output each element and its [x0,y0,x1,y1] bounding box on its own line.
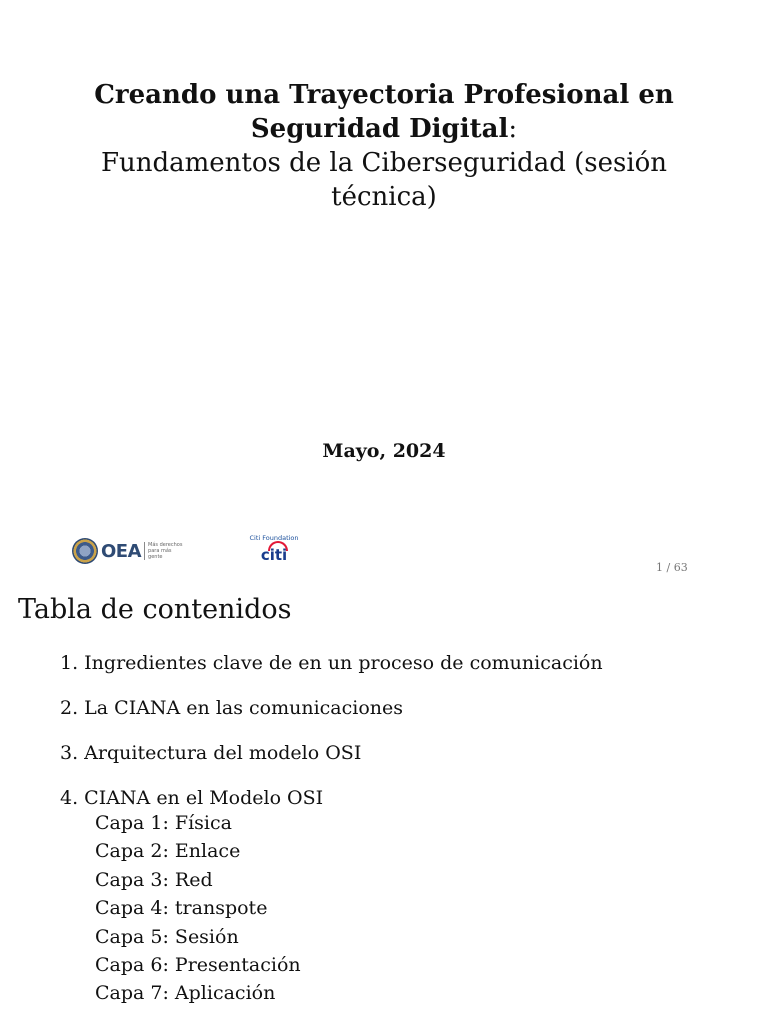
oea-tagline: Más derechos para más gente [148,542,183,560]
presentation-title: Creando una Trayectoria Profesional en Seguridad Digital: [94,80,674,144]
oea-seal-icon [72,538,98,564]
toc-item-label[interactable]: 4. CIANA en el Modelo OSI [60,787,324,809]
toc-item[interactable]: 2. La CIANA en las comunicaciones [60,697,404,719]
toc-subitem[interactable]: Capa 2: Enlace [95,840,241,863]
toc-subitem[interactable]: Capa 1: Física [95,812,232,834]
toc-item[interactable]: 1. Ingredientes clave de en un proceso de comunicación [60,652,603,674]
toc-subitem[interactable]: Capa 5: Sesión [95,925,239,948]
title-block [40,78,728,214]
toc-subitem[interactable]: Capa 3: Red [95,868,213,891]
toc-subitem[interactable]: Capa 6: Presentación [95,954,301,977]
citi-logo-word: citi [261,546,287,564]
toc-subitem[interactable]: Capa 7: Aplicación [95,982,276,1005]
page-number: 1 / 63 [656,561,688,574]
oea-divider [144,542,145,560]
toc-item[interactable]: 3. Arquitectura del modelo OSI [60,742,362,764]
presentation-subtitle: Fundamentos de la Ciberseguridad (sesión técnica) [100,148,668,212]
toc-subitem[interactable]: Capa 4: transpote [95,897,268,920]
citi-foundation-text: Citi Foundation [249,534,299,542]
presentation-date: Mayo, 2024 [322,440,446,462]
toc-item [60,787,603,1008]
citi-arc-icon [268,541,288,551]
toc-list [60,652,603,1031]
citi-foundation-logo [244,534,304,564]
oea-logo-text: OEA [101,540,142,562]
toc-slide [0,590,768,1024]
toc-title: Tabla de contenidos [18,594,292,625]
oea-logo [72,536,186,566]
